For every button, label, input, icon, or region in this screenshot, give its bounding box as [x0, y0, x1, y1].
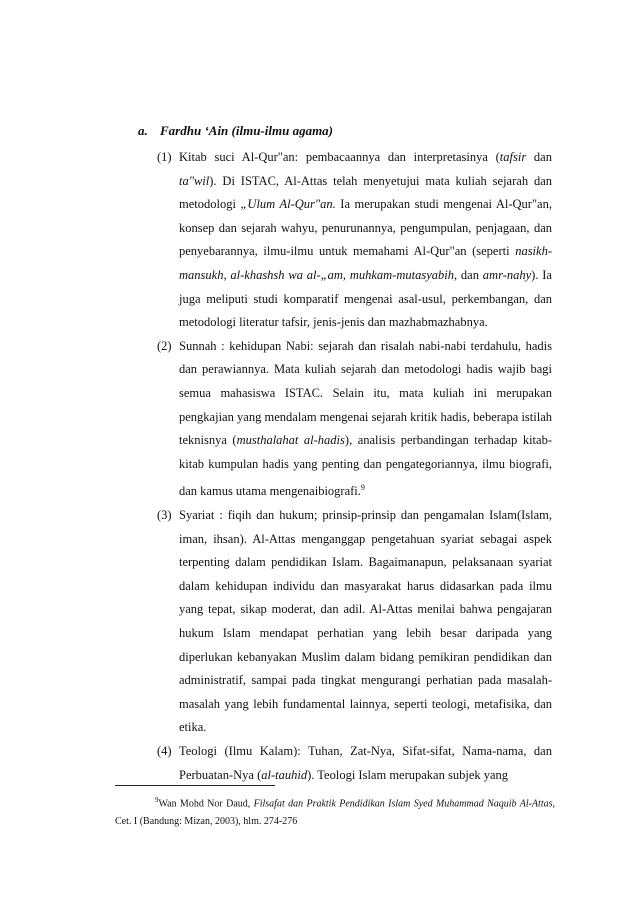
text-run: ). Teologi Islam merupakan subjek yang: [307, 767, 509, 782]
footnote-citation: , Cet. I (Bandung: Mizan, 2003), hlm. 274-276: [115, 798, 555, 828]
italic-term: amr-nahy: [482, 267, 532, 282]
text-run: Syariat : fiqih dan hukum; prinsip-prinsip dan pengamalan Islam(Islam, iman, ihsan). Al-Attas menganggap pengetahuan syariat sebagai aspek terpenting dalam pendidikan Islam. Bagaimanapun, pelaksanaan syariat dalam kehidupan individu dan masyarakat harus didasarkan pada ilmu yang tepat, sikap moderat, dan adil. Al-Attas menilai bahwa pengajaran hukum Islam mendapat perhatian yang lebih besar daripada yang diperlukan kebanyakan Muslim dalam bidang pemikiran pendidikan dan administratif, sampai pada tingkat mengurangi perhatian pada masalah-masalah yang lebih fundamental lainnya, seperti teologi, metafisika, dan etika.: [179, 508, 552, 735]
item-text: [179, 335, 552, 504]
italic-term: tafsir: [499, 150, 527, 164]
italic-term: al-tauhid: [261, 767, 308, 782]
item-number: (2): [157, 338, 172, 353]
italic-term: musthalahat al-hadis: [236, 433, 345, 448]
section-heading: [138, 123, 333, 139]
item-number: (3): [157, 508, 172, 523]
footnote-author: Wan Mohd Nor Daud,: [158, 798, 254, 810]
text-run: Sunnah : kehidupan Nabi: sejarah dan risalah nabi-nabi terdahulu, hadis dan perawiannya. Mata kuliah sejarah dan metodologi hadis wajib bagi semua mahasiswa ISTAC. Selain itu, mata kuliah ini merupakan pengkajian yang mendalam mengenai sejarah kritik hadis, beberapa istilah teknisnya (: [179, 338, 552, 448]
numbered-list: [157, 146, 552, 787]
footnote-separator: [115, 785, 275, 786]
section-title: Fardhu ‘Ain (ilmu-ilmu agama): [160, 123, 334, 138]
section-marker: a.: [138, 123, 148, 138]
item-text: [179, 146, 552, 335]
footnote-reference: 9: [360, 483, 365, 493]
text-run: Teologi (Ilmu Kalam): Tuhan, Zat-Nya, Sifat-sifat, Nama-nama, dan Perbuatan-Nya (: [179, 744, 552, 782]
italic-term: ta"wil: [179, 173, 210, 188]
footnote-number: 9: [155, 796, 159, 804]
text-run: Kitab suci Al-Qur"an: pembacaannya dan interpretasinya (: [179, 150, 500, 164]
italic-term: nasikh-mansukh, al-khashsh wa al-„am, muhkam-mutasyabih,: [179, 244, 552, 282]
footnote-title: Filsafat dan Praktik Pendidikan Islam Syed Muhammad Naquib Al-Attas: [253, 798, 553, 810]
item-text: [179, 740, 552, 787]
list-item: [157, 335, 552, 504]
text-run: dan: [457, 267, 483, 282]
text-run: dan: [526, 150, 552, 164]
item-number: (4): [157, 744, 172, 758]
text-run: ). Ia juga meliputi studi komparatif mengenai asal-usul, perkembangan, dan metodologi literatur tafsir, jenis-jenis dan mazhabmazhabnya.: [179, 267, 552, 330]
italic-term: „Ulum Al-Qur"an.: [240, 197, 336, 212]
list-item: [157, 504, 552, 740]
text-run: ), analisis perbandingan terhadap kitab-kitab kumpulan hadis yang penting dan pengategoriannya, ilmu biografi, dan kamus utama mengenaibiografi.: [179, 433, 552, 499]
footnote: [115, 791, 555, 831]
list-item: [157, 740, 552, 787]
item-text: [179, 504, 552, 740]
text-run: Ia merupakan studi mengenai Al-Qur"an, konsep dan sejarah wahyu, penurunannya, pengumpulan, penjagaan, dan penyebarannya, ilmu-ilmu untuk memahami Al-Qur"an (seperti: [179, 197, 552, 259]
item-number: (1): [157, 150, 172, 164]
list-item: [157, 146, 552, 335]
text-run: ). Di ISTAC, Al-Attas telah menyetujui mata kuliah sejarah dan metodologi: [179, 173, 552, 212]
